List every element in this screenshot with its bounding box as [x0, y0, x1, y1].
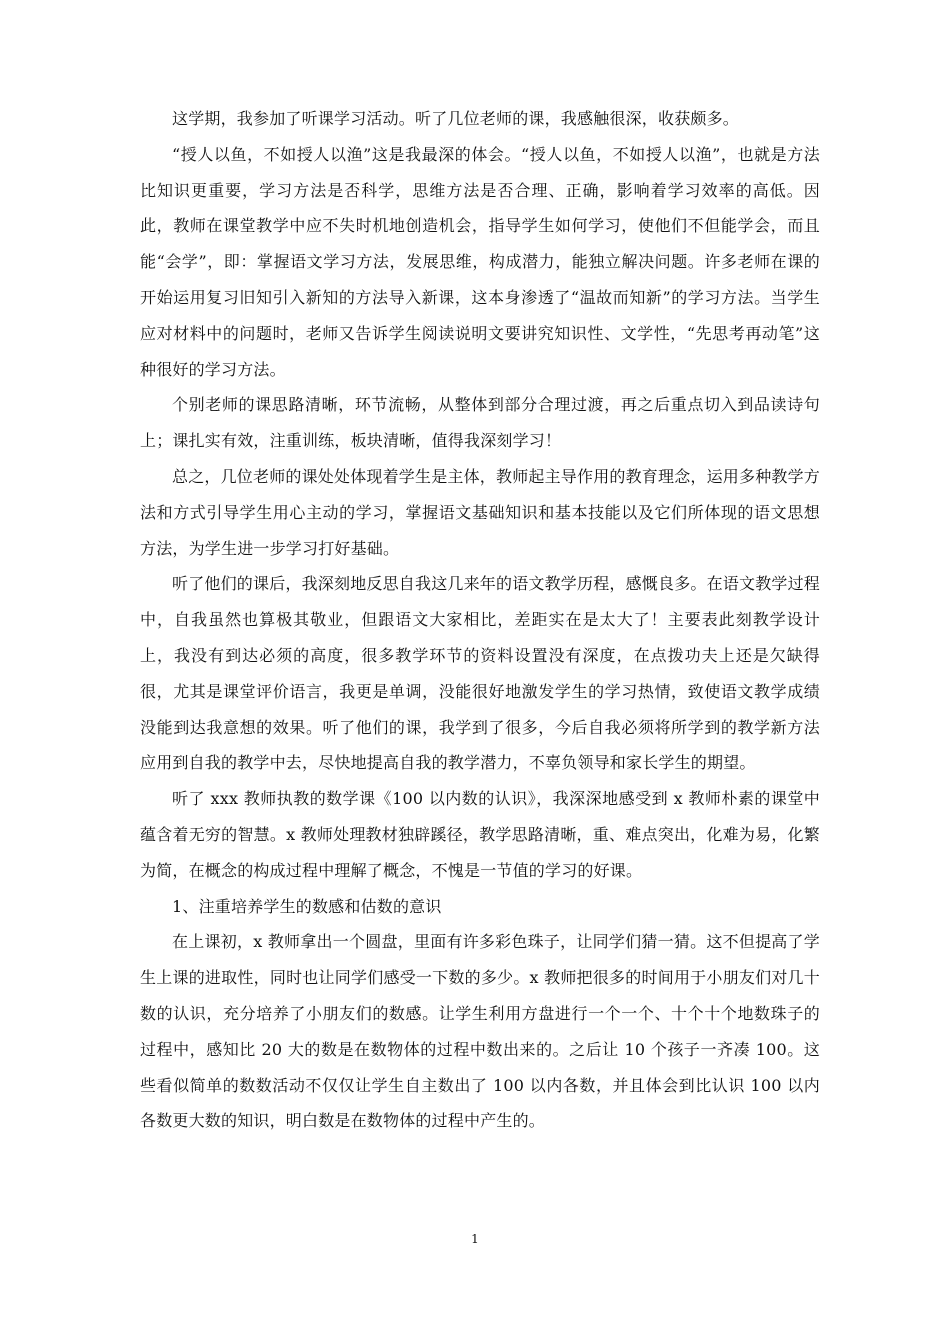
paragraph-summary: 总之，几位老师的课处处体现着学生是主体，教师起主导作用的教育理念，运用多种教学方法和方式引导学生用心主动的学习，掌握语文基础知识和基本技能以及它们所体现的语文思想方法，为学生进一步学习打好基础。 — [140, 466, 821, 558]
paragraph-intro: 这学期，我参加了听课学习活动。听了几位老师的课，我感触很深，收获颇多。 — [172, 109, 740, 128]
paragraph-clear-thinking: 个别老师的课思路清晰，环节流畅，从整体到部分合理过渡，再之后重点切入到品读诗句上；课扎实有效，注重训练，板块清晰，值得我深刻学习！ — [140, 395, 820, 451]
paragraph-math-lesson: 听了 xxx 教师执教的数学课《100 以内数的认识》，我深深地感受到 x 教师朴素的课堂中蕴含着无穷的智慧。x 教师处理教材独辟蹊径，教学思路清晰，重、难点突出，化难为易，化繁为简，在概念的构成过程中理解了概念，不愧是一节值的学习的好课。 — [140, 789, 820, 880]
paragraph-reflection: 听了他们的课后，我深刻地反思自我这几来年的语文教学历程，感慨良多。在语文教学过程中，自我虽然也算极其敬业，但跟语文大家相比，差距实在是太大了！主要表此刻教学设计上，我没有到达必须的高度，很多教学环节的资料设置没有深度，在点拨功夫上还是欠缺得很，尤其是课堂评价语言，我更是单调，没能很好地激发学生的学习热情，致使语文教学成绩没能到达我意想的效果。听了他们的课，我学到了很多，今后自我必须将所学到的教学新方法应用到自我的教学中去，尽快地提高自我的教学潜力，不辜负领导和家长学生的期望。 — [140, 574, 821, 773]
section-heading-number-sense: 1、注重培养学生的数感和估数的意识 — [172, 896, 442, 916]
page-number: 1 — [471, 1232, 479, 1246]
paragraph-teach-fishing: “授人以鱼，不如授人以渔”这是我最深的体会。“授人以鱼，不如授人以渔”，也就是方法比知识更重要，学习方法是否科学，思维方法是否合理、正确，影响着学习效率的高低。因此，教师在课堂教学中应不失时机地创造机会，指导学生如何学习，使他们不但能学会，而且能“会学”，即：掌握语文学习方法，发展思维，构成潜力，能独立解决问题。许多老师在课的开始运用复习旧知引入新知的方法导入新课，这本身渗透了“温故而知新”的学习方法。当学生应对材料中的问题时，老师又告诉学生阅读说明文要讲究知识性、文学性，“先思考再动笔”这种很好的学习方法。 — [140, 144, 820, 379]
document-body — [140, 101, 820, 1139]
paragraph-number-sense: 在上课初，x 教师拿出一个圆盘，里面有许多彩色珠子，让同学们猜一猜。这不但提高了学生上课的进取性，同时也让同学们感受一下数的多少。x 教师把很多的时间用于小朋友们对几十数的认识，充分培养了小朋友们的数感。让学生利用方盘进行一个一个、十个十个地数珠子的过程中，感知比 20 大的数是在数物体的过程中数出来的。之后让 10 个孩子一齐凑 100。这些看似简单的数数活动不仅仅让学生自主数出了 100 以内各数，并且体会到比认识 100 以内各数更大数的知识，明白数是在数物体的过程中产生的。 — [140, 932, 820, 1131]
